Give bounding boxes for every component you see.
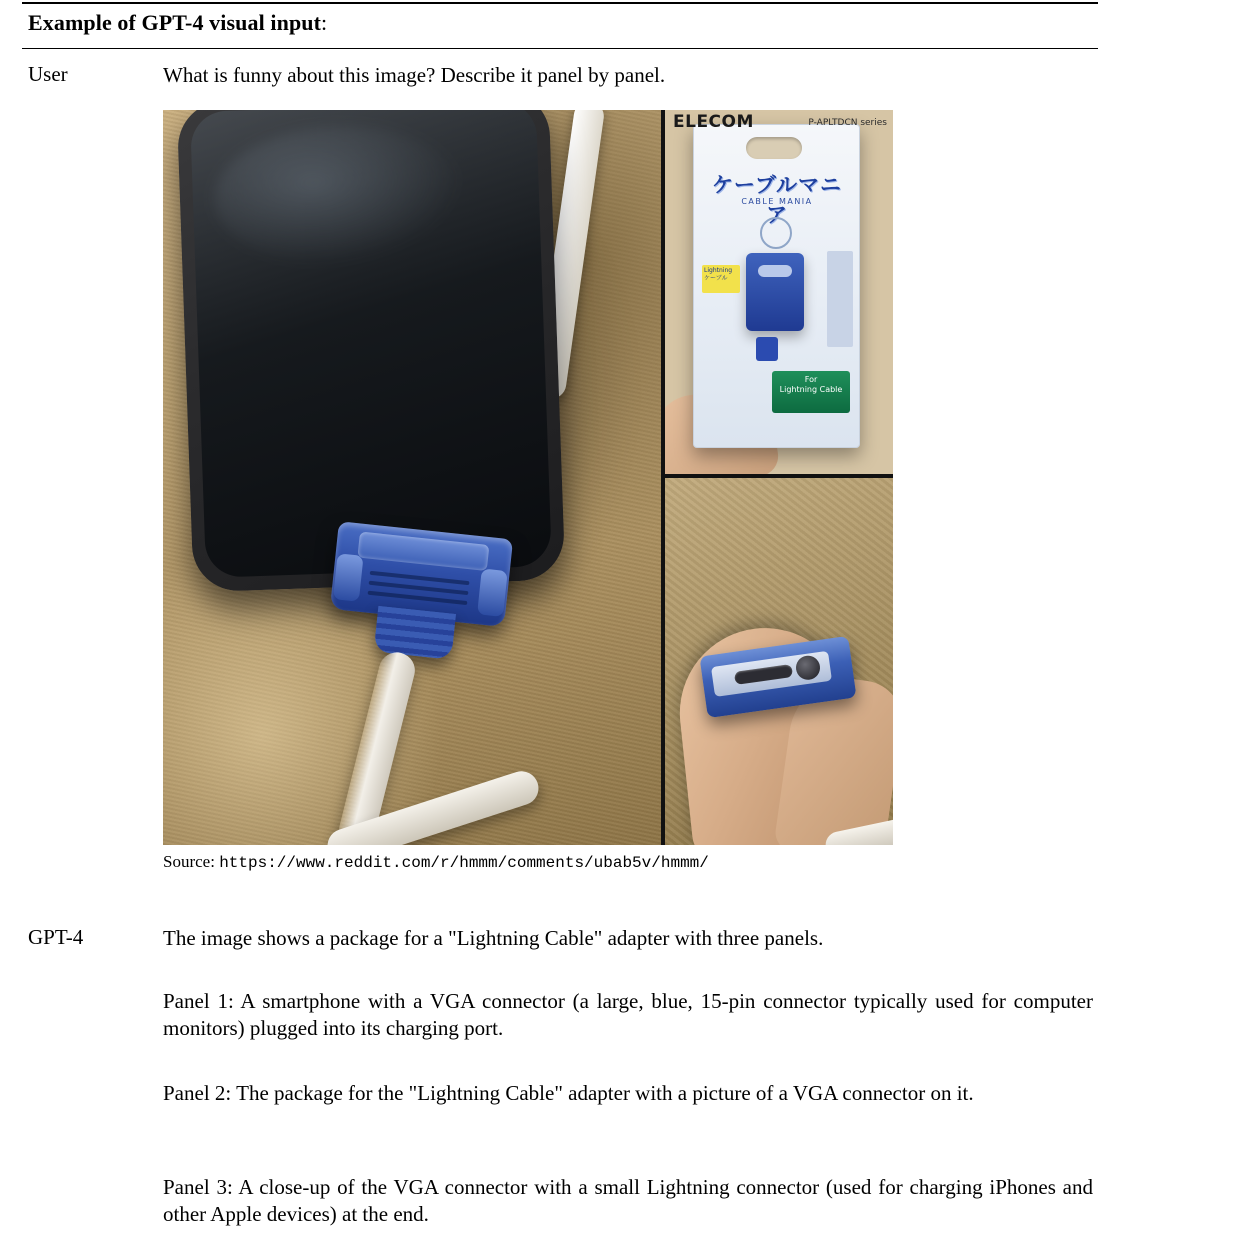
package-small-plug-graphic <box>756 337 778 361</box>
package-yellow-tag: Lightning ケーブル <box>702 265 740 293</box>
package-brand-label: ELECOM <box>673 112 754 132</box>
vga-strain-relief <box>374 606 456 660</box>
answer-panel-2: Panel 2: The package for the "Lightning Cable" adapter with a picture of a VGA connector on it. <box>163 1081 974 1105</box>
package-title-romaji: CABLE MANIA <box>741 197 813 206</box>
adapter-ring <box>794 654 821 681</box>
table-caption <box>28 10 327 36</box>
source-url[interactable]: https://www.reddit.com/r/hmmm/comments/ubab5v/hmmm/ <box>219 854 709 872</box>
vga-shell <box>357 532 489 571</box>
table-top-rule <box>22 2 1098 4</box>
package-side-strip <box>827 251 853 347</box>
figure-source-caption <box>163 852 709 872</box>
figure-panel-1-phone-vga <box>163 110 661 845</box>
adapter-face <box>711 651 832 697</box>
package-circle-graphic <box>760 217 792 249</box>
screen-glare <box>211 121 465 269</box>
lightning-connector-slot <box>734 664 793 685</box>
package-series-label: P-APLTDCN series <box>808 118 887 128</box>
package-green-tag-line2: Lightning Cable <box>779 385 843 395</box>
row-label-user: User <box>28 62 68 86</box>
smartphone <box>177 110 566 592</box>
answer-panel-3: Panel 3: A close-up of the VGA connector with a small Lightning connector (used for charging iPhones and other Apple devices) at the end. <box>163 1175 1093 1227</box>
source-prefix: Source: <box>163 852 215 871</box>
answer-intro: The image shows a package for a "Lightning Cable" adapter with three panels. <box>163 926 824 950</box>
answer-panel-1: Panel 1: A smartphone with a VGA connector (a large, blue, 15-pin connector typically used for computer monitors) plugged into its charging port. <box>163 989 1093 1041</box>
package-green-tag <box>772 371 850 413</box>
vga-screw-right <box>477 568 508 616</box>
row-label-gpt4: GPT-4 <box>28 925 84 949</box>
figure-panel-2-package <box>665 110 893 474</box>
user-message-text: What is funny about this image? Describe it panel by panel. <box>163 63 666 87</box>
package-title-jp: ケーブルマニア <box>711 173 843 227</box>
package-card <box>693 124 860 448</box>
vga-screw-left <box>333 553 364 601</box>
package-green-tag-line1: For <box>804 375 818 384</box>
table-caption-colon: : <box>321 10 328 35</box>
table-caption-bold: Example of GPT-4 visual input <box>28 10 322 35</box>
package-hang-hole <box>746 137 802 159</box>
figure-panel-3-closeup <box>665 478 893 845</box>
package-vga-plug-graphic <box>746 253 804 331</box>
phone-screen <box>190 110 552 578</box>
figure-image <box>163 110 893 845</box>
vga-connector <box>324 521 513 683</box>
table-mid-rule <box>22 48 1098 49</box>
